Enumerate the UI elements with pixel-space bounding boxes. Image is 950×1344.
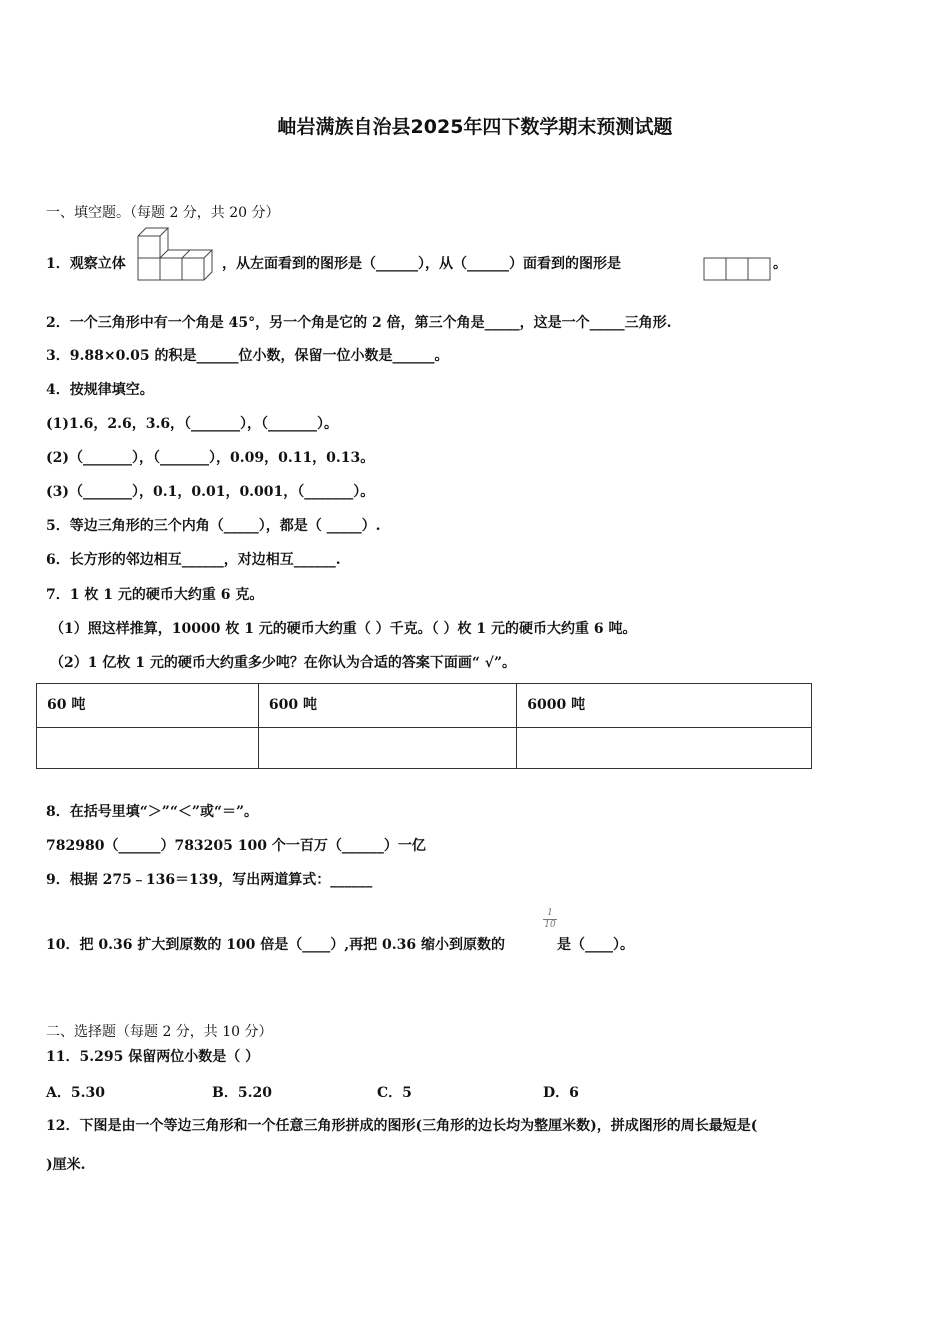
question-7-sub-2: （2）1 亿枚 1 元的硬币大约重多少吨？在你认为合适的答案下面画“ √”。 bbox=[50, 655, 517, 671]
question-4-part-3: (3)（_______），0.1，0.01，0.001，（_______）。 bbox=[46, 484, 375, 500]
option-a: A．5.30 bbox=[46, 1085, 105, 1101]
question-7: 7．1 枚 1 元的硬币大约重 6 克。 bbox=[46, 587, 264, 603]
question-12-line-2: )厘米. bbox=[46, 1157, 86, 1173]
option-b: B．5.20 bbox=[212, 1085, 272, 1101]
option-c: C．5 bbox=[377, 1085, 412, 1101]
page-title: 岫岩满族自治县2025年四下数学期末预测试题 bbox=[277, 116, 673, 138]
cube-solid-figure bbox=[136, 220, 220, 282]
table-header-cell: 6000 吨 bbox=[517, 684, 812, 728]
question-10-part-1: 10．把 0.36 扩大到原数的 100 倍是（____）,再把 0.36 缩小到原数的 bbox=[46, 937, 506, 953]
q1-prefix: 1．观察立体 bbox=[46, 256, 126, 272]
question-5: 5．等边三角形的三个内角（_____），都是（ _____）. bbox=[46, 518, 381, 534]
answer-cell[interactable] bbox=[517, 728, 812, 769]
question-12-line-1: 12．下图是由一个等边三角形和一个任意三角形拼成的图形(三角形的边长均为整厘米数)，拼成图形的周长最短是( bbox=[46, 1118, 758, 1134]
question-4-part-1: (1)1.6，2.6，3.6，（_______），（_______）。 bbox=[46, 416, 339, 432]
answer-table bbox=[36, 683, 812, 769]
question-7-sub-1: （1）照这样推算，10000 枚 1 元的硬币大约重（ ）千克。（ ）枚 1 元的硬币大约重 6 吨。 bbox=[50, 621, 637, 637]
table-header-cell: 600 吨 bbox=[258, 684, 516, 728]
question-1 bbox=[46, 253, 126, 273]
answer-cell[interactable] bbox=[258, 728, 516, 769]
fraction-one-tenth bbox=[543, 908, 557, 931]
q1-suffix: 。 bbox=[773, 256, 787, 272]
answer-cell[interactable] bbox=[37, 728, 259, 769]
fraction-numerator: 1 bbox=[543, 908, 557, 920]
question-2: 2．一个三角形中有一个角是 45°，另一个角是它的 2 倍，第三个角是_____，这是一个_____三角形. bbox=[46, 315, 672, 331]
question-4: 4．按规律填空。 bbox=[46, 382, 154, 398]
section-2-header: 二、选择题（每题 2 分，共 10 分） bbox=[46, 1024, 273, 1040]
question-11: 11．5.295 保留两位小数是（ ） bbox=[46, 1049, 260, 1065]
q1-middle: ，从左面看到的图形是（______），从（______）面看到的图形是 bbox=[222, 256, 621, 272]
fraction-denominator: 10 bbox=[544, 920, 556, 930]
question-3: 3．9.88×0.05 的积是______位小数，保留一位小数是______。 bbox=[46, 348, 449, 364]
question-10-part-2: 是（____）。 bbox=[557, 937, 634, 953]
section-1-header: 一、填空题。（每题 2 分，共 20 分） bbox=[46, 205, 280, 221]
question-8: 8．在括号里填“＞”“＜”或“＝”。 bbox=[46, 804, 259, 820]
question-9: 9．根据 275﹣136＝139，写出两道算式：______ bbox=[46, 872, 373, 888]
option-d: D．6 bbox=[543, 1085, 579, 1101]
three-squares-figure bbox=[703, 256, 773, 282]
question-6: 6．长方形的邻边相互______，对边相互______. bbox=[46, 552, 341, 568]
table-header-cell: 60 吨 bbox=[37, 684, 259, 728]
question-4-part-2: (2)（_______），（_______），0.09，0.11，0.13。 bbox=[46, 450, 375, 466]
question-8-line: 782980（______）783205 100 个一百万（______）一亿 bbox=[46, 838, 426, 854]
